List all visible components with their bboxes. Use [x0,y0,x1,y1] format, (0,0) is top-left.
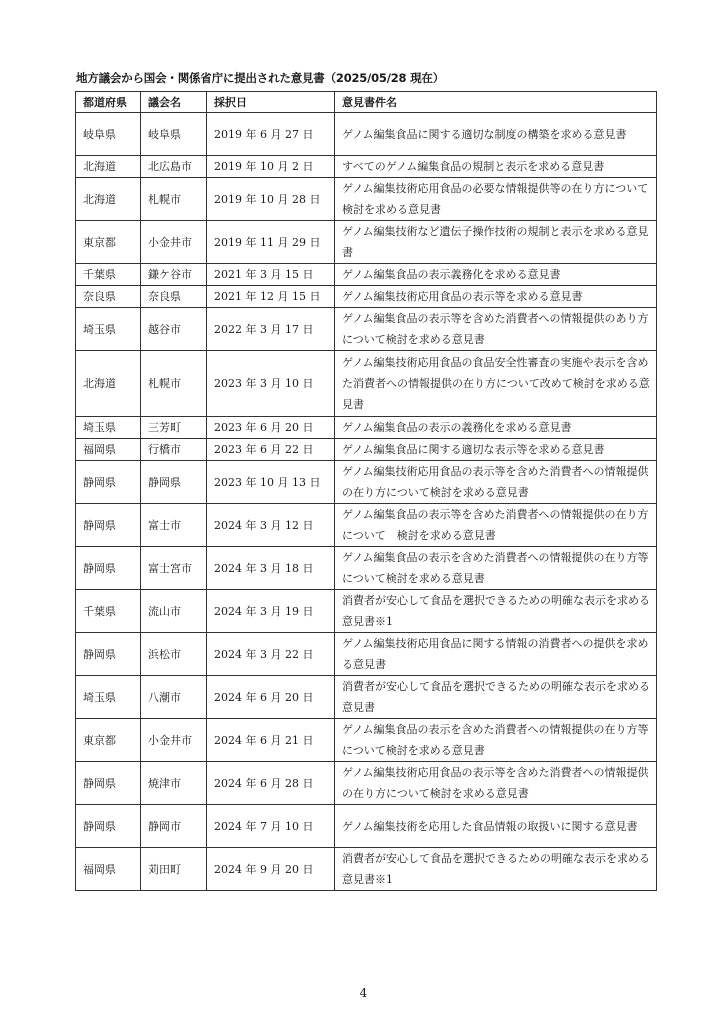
table-row [76,178,657,221]
cell-prefecture: 埼玉県 [76,308,141,351]
table-row [76,676,657,719]
table-row [76,264,657,286]
table-row [76,762,657,805]
table-row [76,417,657,439]
cell-council: 流山市 [141,590,207,633]
cell-council: 北広島市 [141,156,207,178]
cell-prefecture: 埼玉県 [76,417,141,439]
cell-opinion-title: ゲノム編集技術応用食品の表示等を求める意見書 [335,286,657,308]
cell-opinion-title: ゲノム編集食品の表示の義務化を求める意見書 [335,417,657,439]
cell-council: 富士市 [141,504,207,547]
table-row [76,719,657,762]
cell-council: 静岡市 [141,805,207,848]
cell-date: 2022 年 3 月 17 日 [207,308,335,351]
table-row [76,286,657,308]
cell-date: 2023 年 6 月 22 日 [207,439,335,461]
cell-prefecture: 東京都 [76,221,141,264]
header-adoption-date: 採択日 [207,92,335,113]
cell-date: 2021 年 12 月 15 日 [207,286,335,308]
cell-council: 奈良県 [141,286,207,308]
cell-prefecture: 北海道 [76,156,141,178]
cell-opinion-title: 消費者が安心して食品を選択できるための明確な表示を求める意見書※1 [335,590,657,633]
table-row [76,308,657,351]
cell-council: 札幌市 [141,178,207,221]
cell-date: 2024 年 3 月 19 日 [207,590,335,633]
cell-opinion-title: ゲノム編集技術応用食品の食品安全性審査の実施や表示を含めた消費者への情報提供の在り方について改めて検討を求める意見書 [335,351,657,417]
table-row [76,848,657,891]
header-opinion-title: 意見書件名 [335,92,657,113]
cell-council: 越谷市 [141,308,207,351]
cell-council: 鎌ケ谷市 [141,264,207,286]
table-row [76,351,657,417]
cell-council: 小金井市 [141,719,207,762]
cell-council: 苅田町 [141,848,207,891]
cell-date: 2024 年 6 月 20 日 [207,676,335,719]
cell-opinion-title: ゲノム編集技術など遺伝子操作技術の規制と表示を求める意見書 [335,221,657,264]
cell-council: 三芳町 [141,417,207,439]
cell-opinion-title: ゲノム編集技術応用食品の必要な情報提供等の在り方について検討を求める意見書 [335,178,657,221]
cell-prefecture: 静岡県 [76,504,141,547]
cell-opinion-title: ゲノム編集食品の表示義務化を求める意見書 [335,264,657,286]
cell-council: 富士宮市 [141,547,207,590]
cell-date: 2024 年 3 月 12 日 [207,504,335,547]
cell-date: 2021 年 3 月 15 日 [207,264,335,286]
cell-prefecture: 千葉県 [76,264,141,286]
cell-prefecture: 北海道 [76,351,141,417]
cell-prefecture: 福岡県 [76,439,141,461]
table-row [76,590,657,633]
cell-council: 静岡県 [141,461,207,504]
table-row [76,504,657,547]
table-header-row [76,92,657,113]
table-row [76,461,657,504]
opinion-table [75,91,657,891]
cell-date: 2024 年 6 月 28 日 [207,762,335,805]
table-row [76,221,657,264]
cell-council: 行橋市 [141,439,207,461]
cell-prefecture: 東京都 [76,719,141,762]
cell-opinion-title: ゲノム編集食品の表示を含めた消費者への情報提供の在り方等について検討を求める意見書 [335,547,657,590]
cell-opinion-title: ゲノム編集食品に関する適切な制度の構築を求める意見書 [335,113,657,156]
cell-date: 2019 年 6 月 27 日 [207,113,335,156]
cell-council: 札幌市 [141,351,207,417]
cell-prefecture: 静岡県 [76,633,141,676]
cell-opinion-title: ゲノム編集技術応用食品の表示等を含めた消費者への情報提供の在り方について検討を求める意見書 [335,762,657,805]
cell-opinion-title: ゲノム編集食品に関する適切な表示等を求める意見書 [335,439,657,461]
cell-date: 2019 年 11 月 29 日 [207,221,335,264]
page-number: 4 [359,986,368,1000]
cell-prefecture: 奈良県 [76,286,141,308]
header-prefecture: 都道府県 [76,92,141,113]
document-title: 地方議会から国会・関係省庁に提出された意見書（2025/05/28 現在） [76,71,445,85]
cell-opinion-title: ゲノム編集食品の表示等を含めた消費者への情報提供の在り方について 検討を求める意見書 [335,504,657,547]
header-council: 議会名 [141,92,207,113]
cell-date: 2023 年 3 月 10 日 [207,351,335,417]
cell-prefecture: 埼玉県 [76,676,141,719]
cell-opinion-title: ゲノム編集技術を応用した食品情報の取扱いに関する意見書 [335,805,657,848]
table-row [76,439,657,461]
cell-opinion-title: ゲノム編集食品の表示を含めた消費者への情報提供の在り方等について検討を求める意見書 [335,719,657,762]
cell-prefecture: 静岡県 [76,805,141,848]
cell-prefecture: 岐阜県 [76,113,141,156]
cell-prefecture: 北海道 [76,178,141,221]
cell-date: 2024 年 3 月 18 日 [207,547,335,590]
cell-opinion-title: ゲノム編集食品の表示等を含めた消費者への情報提供のあり方について検討を求める意見書 [335,308,657,351]
cell-prefecture: 静岡県 [76,762,141,805]
cell-opinion-title: ゲノム編集技術応用食品に関する情報の消費者への提供を求める意見書 [335,633,657,676]
cell-opinion-title: ゲノム編集技術応用食品の表示等を含めた消費者への情報提供の在り方について検討を求める意見書 [335,461,657,504]
cell-date: 2023 年 10 月 13 日 [207,461,335,504]
cell-date: 2024 年 6 月 21 日 [207,719,335,762]
table-row [76,156,657,178]
cell-opinion-title: 消費者が安心して食品を選択できるための明確な表示を求める意見書※1 [335,848,657,891]
table-row [76,113,657,156]
table-row [76,547,657,590]
cell-council: 焼津市 [141,762,207,805]
cell-date: 2024 年 3 月 22 日 [207,633,335,676]
table-row [76,805,657,848]
cell-date: 2019 年 10 月 2 日 [207,156,335,178]
cell-prefecture: 静岡県 [76,461,141,504]
cell-opinion-title: すべてのゲノム編集食品の規制と表示を求める意見書 [335,156,657,178]
cell-prefecture: 千葉県 [76,590,141,633]
cell-opinion-title: 消費者が安心して食品を選択できるための明確な表示を求める意見書 [335,676,657,719]
cell-council: 八潮市 [141,676,207,719]
cell-council: 小金井市 [141,221,207,264]
cell-council: 浜松市 [141,633,207,676]
cell-prefecture: 静岡県 [76,547,141,590]
cell-prefecture: 福岡県 [76,848,141,891]
cell-date: 2024 年 9 月 20 日 [207,848,335,891]
table-row [76,633,657,676]
cell-date: 2024 年 7 月 10 日 [207,805,335,848]
cell-council: 岐阜県 [141,113,207,156]
cell-date: 2023 年 6 月 20 日 [207,417,335,439]
cell-date: 2019 年 10 月 28 日 [207,178,335,221]
